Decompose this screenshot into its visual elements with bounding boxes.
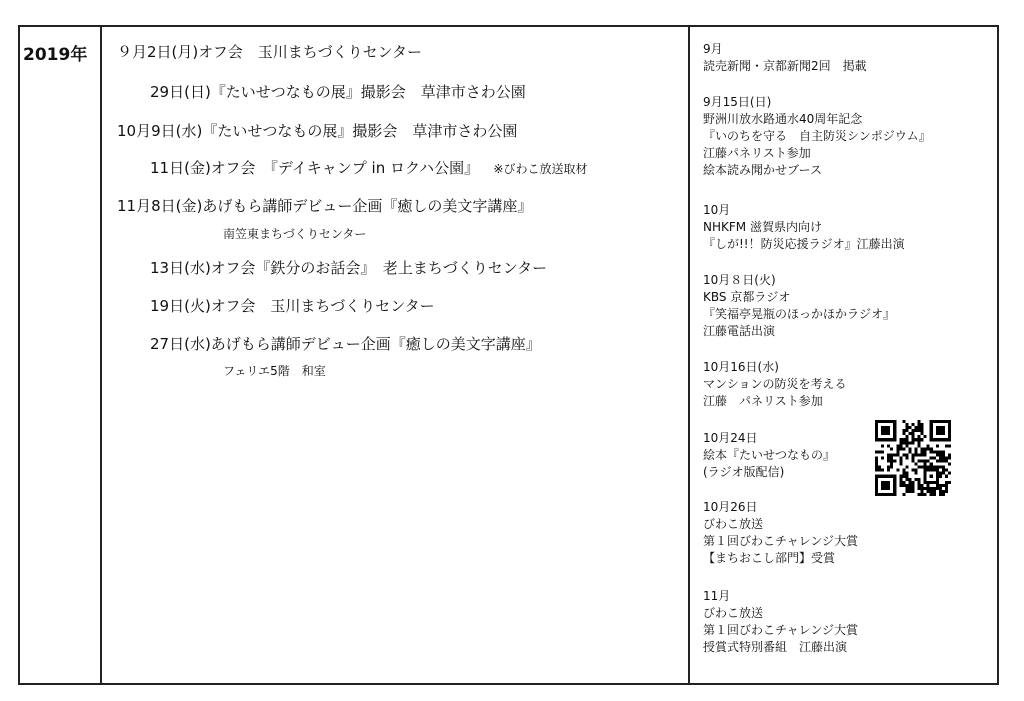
year-label: 2019年 [23, 45, 88, 65]
event-line: 19日(火)オフ会 玉川まちづくりセンター [150, 297, 435, 315]
media-block: 9月 読売新聞・京都新聞2回 掲載 [703, 42, 867, 73]
column-divider-media [688, 25, 690, 685]
media-block: 10月８日(火) KBS 京都ラジオ 『笑福亭晃瓶のほっかほかラジオ』 江藤電話出演 [703, 273, 896, 338]
event-note: ※びわこ放送取材 [493, 162, 588, 176]
event-line: 27日(水)あげもら講師デビュー企画『癒しの美文字講座』 [150, 335, 541, 353]
event-line: 11日(金)オフ会 『デイキャンプ in ロクハ公園』 ※びわこ放送取材 [150, 159, 588, 177]
event-line: 11月8日(金)あげもら講師デビュー企画『癒しの美文字講座』 [117, 197, 533, 215]
media-block: 10月26日 びわこ放送 第１回びわこチャレンジ大賞 【まちおこし部門】受賞 [703, 500, 859, 565]
event-venue: 南笠東まちづくりセンター [223, 227, 367, 241]
media-block: 10月 NHKFM 滋賀県内向け 『しが!!！防災応援ラジオ』江藤出演 [703, 203, 905, 251]
qr-code-icon[interactable] [875, 420, 951, 496]
event-line: ９月2日(月)オフ会 玉川まちづくりセンター [117, 43, 423, 61]
media-block: 9月15日(日) 野洲川放水路通水40周年記念 『いのちを守る 自主防災シンポジウム』 江藤パネリスト参加 絵本読み聞かせブース [703, 95, 931, 177]
media-block: 10月24日 絵本『たいせつなもの』 (ラジオ版配信) [703, 431, 836, 479]
event-line: 10月9日(水)『たいせつなもの展』撮影会 草津市さわ公園 [117, 122, 518, 140]
media-block: 11月 びわこ放送 第１回びわこチャレンジ大賞 授賞式特別番組 江藤出演 [703, 589, 859, 654]
column-divider-year [100, 25, 102, 685]
media-block: 10月16日(水) マンションの防災を考える 江藤 パネリスト参加 [703, 360, 847, 408]
event-venue: フェリエ5階 和室 [223, 364, 326, 378]
event-line: 29日(日)『たいせつなもの展』撮影会 草津市さわ公園 [150, 83, 526, 101]
event-line: 13日(水)オフ会『鉄分のお話会』 老上まちづくりセンター [150, 259, 548, 277]
